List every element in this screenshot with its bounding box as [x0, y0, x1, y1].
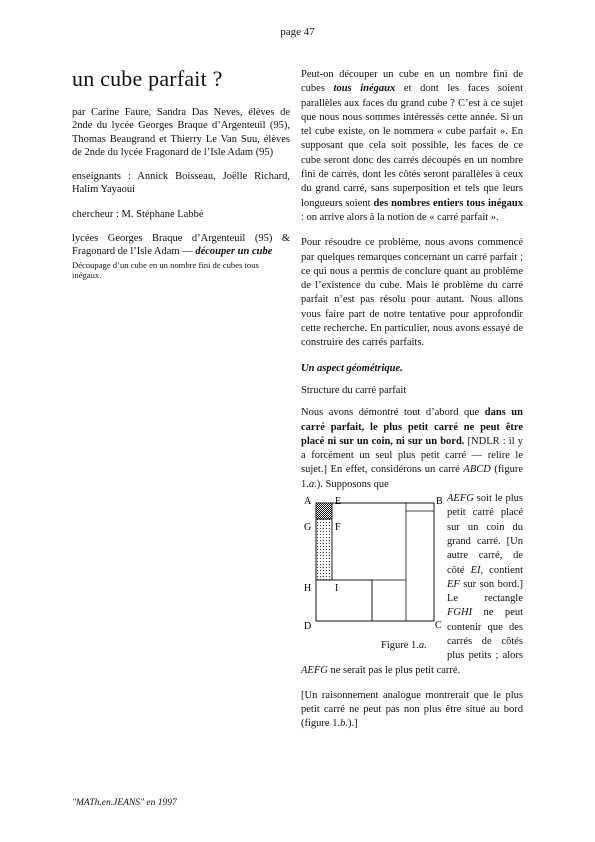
intro-paragraph — [301, 68, 523, 225]
label-i: I — [335, 583, 339, 595]
right-column — [301, 68, 523, 743]
figure-1a-diagram — [301, 494, 443, 658]
schools-text — [72, 232, 290, 259]
researcher-text: chercheur : M. Stéphane Labbé — [72, 208, 204, 220]
rectangle-fghi — [316, 519, 332, 580]
authors-text: par Carine Faure, Sandra Das Neves, élèves de 2nde du lycée Georges Braque d’Argenteuil (95), Thomas Beaugrand et Thierry Le Van Suu, élèves de 2nde du lycée Fragonard de l’Isle Adam (95) — [72, 107, 290, 158]
intro-emphasis-1: tous inégaux — [333, 83, 396, 95]
proof-text-8: ne peut contenir que des carrés de côtés plus petits ; alors — [447, 607, 523, 662]
proof-text-5: soit le plus petit carré placé sur un coin du grand carré. [Un autre carré, de côté — [447, 493, 523, 576]
label-aefg-2: AEFG — [301, 664, 328, 676]
intro-text-1: Peut-on découper un cube en un nombre fini de cubes — [301, 69, 523, 95]
intro-emphasis-2: des nombres entiers tous inégaux — [373, 197, 523, 209]
label-fghi: FGHI — [447, 607, 473, 619]
intro-text-3: : on arrive alors à la notion de « carré parfait ». — [301, 211, 499, 223]
proof-paragraph — [301, 406, 523, 492]
label-fig-a: a. — [308, 478, 317, 490]
proof-text-1: Nous avons démontré tout d’abord que — [301, 407, 485, 419]
label-f: F — [335, 522, 341, 534]
abstract-note: Découpage d’un cube en un nombre fini de cubes tous inégaux. — [72, 259, 259, 281]
figure-1a — [301, 494, 443, 658]
article-title: un cube parfait ? — [72, 66, 223, 91]
label-h: H — [304, 583, 312, 595]
proof-text-9: ne serait pas le plus petit carré. — [327, 664, 461, 676]
label-ef: EF — [447, 578, 460, 590]
figure-wrap-area — [301, 406, 523, 678]
section-heading: Un aspect géométrique. — [301, 362, 403, 374]
square-ei — [332, 503, 406, 580]
analogy-text-2: ).] — [347, 718, 358, 730]
proof-text-3: (figure 1. — [301, 464, 523, 490]
analogy-paragraph — [301, 689, 523, 732]
square-abcd — [316, 503, 434, 621]
label-fig-b: b. — [340, 718, 348, 730]
label-e: E — [335, 496, 342, 508]
footer-text: "MATh.en.JEANS" en 1997 — [72, 798, 177, 808]
approach-paragraph: Pour résoudre ce problème, nous avons commencé par quelques remarques concernant un carré parfait ; ce qui nous a permis de conclure quant au problème de l’existence du cube. Mais le problème du carré parfait n’est pas résolu pour autant. Nous allons vous faire part de notre tentative pour approfondir cette recherche. En particulier, nous avons essayé de construire des carrés parfaits. — [301, 237, 523, 349]
proof-theorem: dans un carré parfait, le plus petit carré ne peut être placé ni sur un coin, ni sur un bord. — [301, 407, 523, 447]
teachers-text: enseignants : Annick Boisseau, Joëlle Richard, Halim Yayaoui — [72, 171, 290, 196]
figure-caption — [381, 639, 427, 653]
label-d: D — [304, 621, 312, 633]
label-ei: EI — [470, 564, 481, 576]
lower-left-square — [316, 580, 372, 621]
subsection-heading: Structure du carré parfait — [301, 384, 407, 396]
square-aefg — [316, 503, 332, 519]
label-b: B — [436, 496, 443, 508]
proof-text-2: [NDLR : il y a forcément un seul plus petit carré — relire le sujet.] En effet, considérons un carré — [301, 435, 523, 476]
intro-text-2: et dont les faces soient parallèles aux faces du grand cube ? C’est à ce sujet que nous nous sommes intéressés cette année. Si un tel cube existe, on le nommera « cube parfait ». En supposant que cela soit possible, les faces de ce cube seront donc des carrés découpés en un nombre fini de carrés, dont les côtés seront parallèles à ceux du grand carré, sans superposition et tels que leurs longueurs soient — [301, 83, 523, 209]
proof-text-4: ). Supposons que — [316, 478, 389, 490]
left-column — [72, 66, 290, 292]
label-a: A — [304, 496, 312, 508]
analogy-text-1: [Un raisonnement analogue montrerait que le plus petit carré ne peut pas non plus être situé au bord (figure 1. — [301, 689, 523, 730]
topic-label: découper un cube — [195, 246, 273, 258]
label-g: G — [304, 522, 312, 534]
proof-text-7: sur son bord.] Le rectangle — [447, 578, 523, 605]
label-abcd: ABCD — [463, 464, 491, 476]
schools-label: lycées Georges Braque d’Argenteuil (95) & Fragonard de l’Isle Adam — — [72, 233, 290, 258]
label-aefg: AEFG — [447, 493, 474, 505]
proof-text-6: , contient — [480, 564, 523, 576]
label-c: C — [435, 620, 442, 632]
figure-caption-text: Figure 1. — [381, 640, 419, 652]
figure-caption-letter: a. — [418, 640, 427, 652]
page-number: page 47 — [280, 26, 315, 38]
